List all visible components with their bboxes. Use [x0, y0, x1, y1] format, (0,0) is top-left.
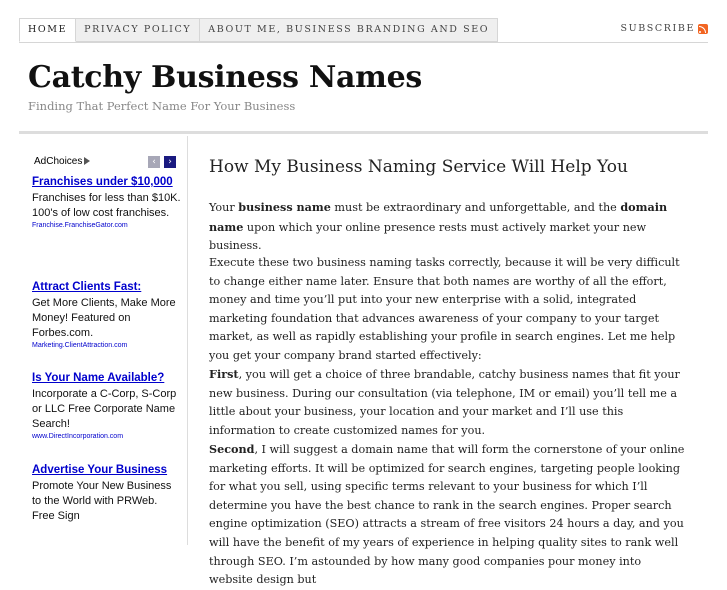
text-run: , you will get a choice of three brandable, catchy business names that fit your new business. During our consultation (via telephone, IM or email) you’ll tell me a little about your business, your location and your market and I’ll use this information to create customized names for you.: [209, 368, 680, 437]
bold-run: business name: [238, 200, 331, 214]
tab-privacy-policy[interactable]: PRIVACY POLICY: [76, 18, 200, 42]
tab-home[interactable]: HOME: [19, 18, 76, 42]
bold-run: First: [209, 367, 239, 381]
text-run: must be extraordinary and unforgettable, and the: [330, 201, 621, 214]
ad-text: Promote Your New Business to the World with PRWeb. Free Sign: [32, 480, 172, 522]
ad-title[interactable]: Advertise Your Business: [32, 464, 168, 476]
ad-prev-arrow-icon[interactable]: ‹: [148, 156, 160, 168]
ad-title[interactable]: Franchises under $10,000: [32, 176, 173, 188]
ad-unit: [32, 174, 182, 231]
bold-run: Second: [209, 442, 255, 456]
ad-unit: [32, 462, 182, 524]
top-nav: [19, 18, 498, 42]
text-run: Your: [209, 201, 239, 214]
ad-url[interactable]: Marketing.ClientAttraction.com: [32, 342, 128, 349]
adchoices-label[interactable]: AdChoices: [34, 156, 83, 167]
article-title[interactable]: How My Business Naming Service Will Help You: [209, 157, 628, 177]
site-tagline: Finding That Perfect Name For Your Business: [28, 99, 296, 113]
nav-divider: [19, 42, 708, 43]
subscribe-link[interactable]: [621, 23, 709, 34]
text-run: , I will suggest a domain name that will form the cornerstone of your online marketing efforts. It will be optimized for search engines, targeting people looking for what you sell, using specific terms relevant to your business for which I’ll determine you have the best chance to rank in the search engines. Proper search engine optimization (SEO) attracts a stream of free visitors 24 hours a day, and you will have the benefit of my years of experience in helping quality sites to rank well through SEO. I’m astounded by how many good companies pour money into website design but: [209, 443, 685, 587]
ad-title[interactable]: Attract Clients Fast:: [32, 281, 142, 293]
ad-text: Incorporate a C-Corp, S-Corp or LLC Free Corporate Name Search!: [32, 388, 177, 430]
ad-title[interactable]: Is Your Name Available?: [32, 372, 165, 384]
article-paragraph: [209, 440, 687, 590]
subscribe-label[interactable]: SUBSCRIBE: [620, 23, 695, 34]
adchoices-link[interactable]: [34, 156, 90, 167]
ad-text: Get More Clients, Make More Money! Featured on Forbes.com.: [32, 297, 176, 339]
adchoices-icon[interactable]: [84, 157, 90, 165]
text-run: upon which your online presence rests must actively market your new business.: [209, 220, 647, 253]
article-paragraph: [209, 365, 687, 440]
ad-url[interactable]: www.DirectIncorporation.com: [32, 433, 124, 440]
tab-about-me[interactable]: ABOUT ME, BUSINESS BRANDING AND SEO: [200, 18, 498, 42]
sidebar: [19, 136, 188, 545]
ad-next-arrow-icon[interactable]: ›: [164, 156, 176, 168]
bold-run: domain name: [209, 200, 668, 234]
ad-text: Franchises for less than $10K. 100's of low cost franchises.: [32, 192, 181, 219]
ad-url[interactable]: Franchise.FranchiseGator.com: [32, 222, 128, 229]
article-paragraph: [209, 198, 687, 256]
site-title[interactable]: Catchy Business Names: [28, 60, 422, 95]
ad-unit: [32, 370, 182, 442]
header-divider: [19, 131, 708, 134]
rss-icon[interactable]: [698, 24, 708, 34]
article-paragraph: Execute these two business naming tasks correctly, because it will be very difficult to change either name later. Ensure that both names are worthy of all the effort, money and time you’ll put into your new enterprise with a solid, integrated marketing foundation that advances awareness of your company to your target market, as well as rapidly establishing your profile in search engines. Let me help you get your company brand started effectively:: [209, 256, 680, 362]
ad-unit: [32, 279, 182, 351]
ad-bar: [34, 156, 182, 170]
